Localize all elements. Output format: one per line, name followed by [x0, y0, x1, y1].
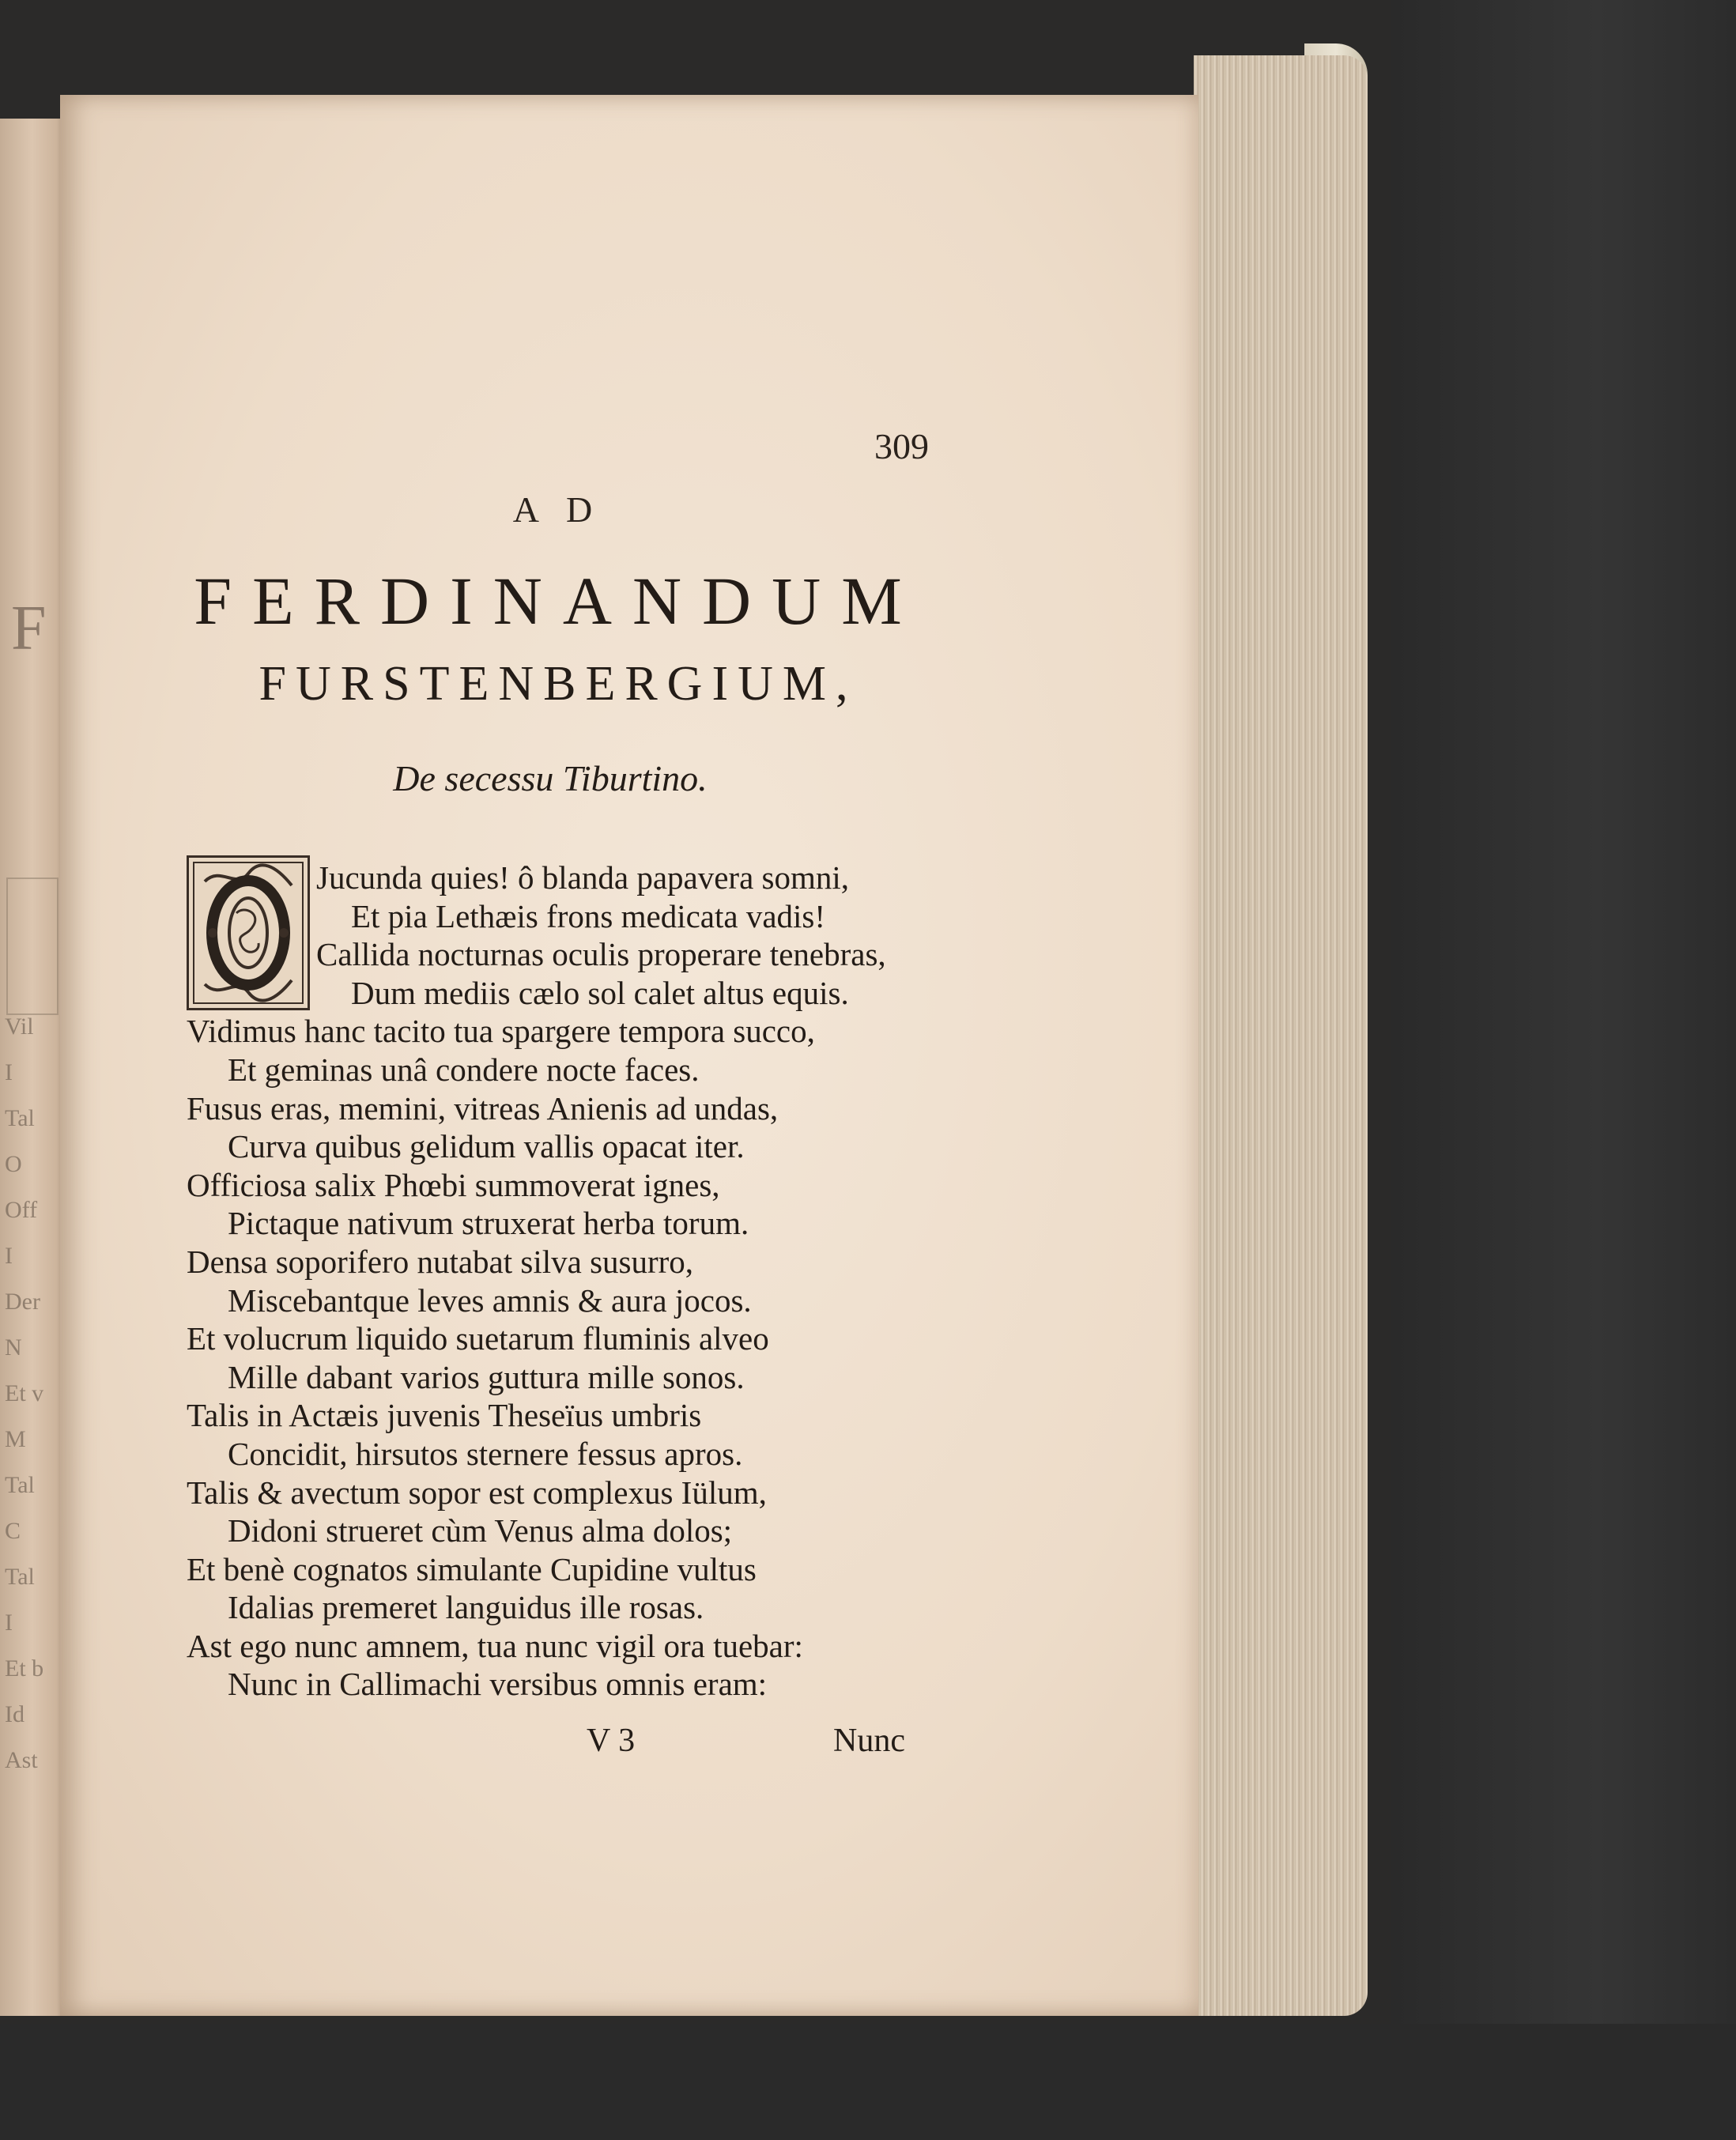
- left-page-fragment: Vil: [5, 1013, 34, 1040]
- verse-line: Nunc in Callimachi versibus omnis eram:: [228, 1666, 768, 1703]
- left-page-fragment: I: [5, 1243, 13, 1269]
- left-page-fragment: Off: [5, 1197, 38, 1223]
- verse-line: Curva quibus gelidum vallis opacat iter.: [228, 1128, 745, 1165]
- left-page-fragment: Tal: [5, 1472, 35, 1498]
- book-page: [60, 95, 1198, 2016]
- left-page-fragment: I: [5, 1059, 13, 1085]
- heading-ad: AD: [512, 489, 620, 530]
- verse-line: Dum mediis cælo sol calet altus equis.: [351, 974, 849, 1011]
- background-bottom: [0, 2024, 1736, 2140]
- left-page-fragment: Der: [5, 1289, 40, 1315]
- verse-line: Concidit, hirsutos sternere fessus apros.: [228, 1435, 743, 1472]
- verse-line: Densa soporifero nutabat silva susurro,: [187, 1243, 694, 1280]
- verse-line: Miscebantque leves amnis & aura jocos.: [228, 1281, 752, 1319]
- left-page-fragment: Et v: [5, 1380, 44, 1406]
- verse-line: Fusus eras, memini, vitreas Anienis ad undas,: [187, 1089, 779, 1127]
- left-page-fragment: N: [5, 1334, 22, 1361]
- verse-line: Jucunda quies! ô blanda papavera somni,: [316, 859, 850, 896]
- left-page-fragment: Et b: [5, 1655, 44, 1681]
- verse-line: Vidimus hanc tacito tua spargere tempora succo,: [187, 1013, 815, 1050]
- verse-line: Talis in Actæis juvenis Theseïus umbris: [187, 1397, 702, 1434]
- left-page-drop-cap-fragment: [6, 878, 58, 1015]
- verse-line: Mille dabant varios guttura mille sonos.: [228, 1358, 745, 1395]
- verse-line: Idalias premeret languidus ille rosas.: [228, 1589, 704, 1626]
- catchword: Nunc: [833, 1723, 905, 1759]
- left-page-fragment: C: [5, 1518, 21, 1544]
- page-number: 309: [874, 426, 929, 466]
- verse-line: Et pia Lethæis frons medicata vadis!: [351, 897, 826, 934]
- left-page-fragment: M: [5, 1426, 26, 1452]
- left-page-text-fragments: [5, 1004, 60, 1783]
- verse-line: Et geminas unâ condere nocte faces.: [228, 1051, 700, 1088]
- heading-surname: FURSTENBERGIUM,: [259, 657, 858, 711]
- poem-subtitle: De secessu Tiburtino.: [393, 758, 708, 798]
- verse-line: Et volucrum liquido suetarum fluminis alveo: [187, 1320, 769, 1357]
- verse-line: Pictaque nativum struxerat herba torum.: [228, 1205, 749, 1242]
- heading-name: FERDINANDUM: [194, 563, 923, 639]
- left-page-fragment: Id: [5, 1701, 25, 1727]
- left-page-fragment: Tal: [5, 1105, 35, 1131]
- page-block-edges: [1194, 55, 1368, 2016]
- left-page-fragment: O: [5, 1151, 22, 1177]
- left-page-fragment: I: [5, 1610, 13, 1636]
- verse-line: Didoni strueret cùm Venus alma dolos;: [228, 1512, 733, 1549]
- poem-verses: [187, 859, 945, 1704]
- verse-line: Callida nocturnas oculis properare tenebras,: [316, 936, 886, 973]
- signature-mark: V 3: [587, 1723, 636, 1759]
- verse-line: Officiosa salix Phœbi summoverat ignes,: [187, 1166, 720, 1203]
- verse-line: Talis & avectum sopor est complexus Iülum,: [187, 1474, 767, 1511]
- verse-line: Et benè cognatos simulante Cupidine vultus: [187, 1550, 757, 1587]
- verse-line: Ast ego nunc amnem, tua nunc vigil ora tuebar:: [187, 1627, 803, 1664]
- background-right: [1391, 0, 1736, 2140]
- left-page-big-letter: F: [11, 594, 47, 663]
- left-page-fragment: Tal: [5, 1564, 35, 1590]
- left-page-fragment: Ast: [5, 1747, 38, 1773]
